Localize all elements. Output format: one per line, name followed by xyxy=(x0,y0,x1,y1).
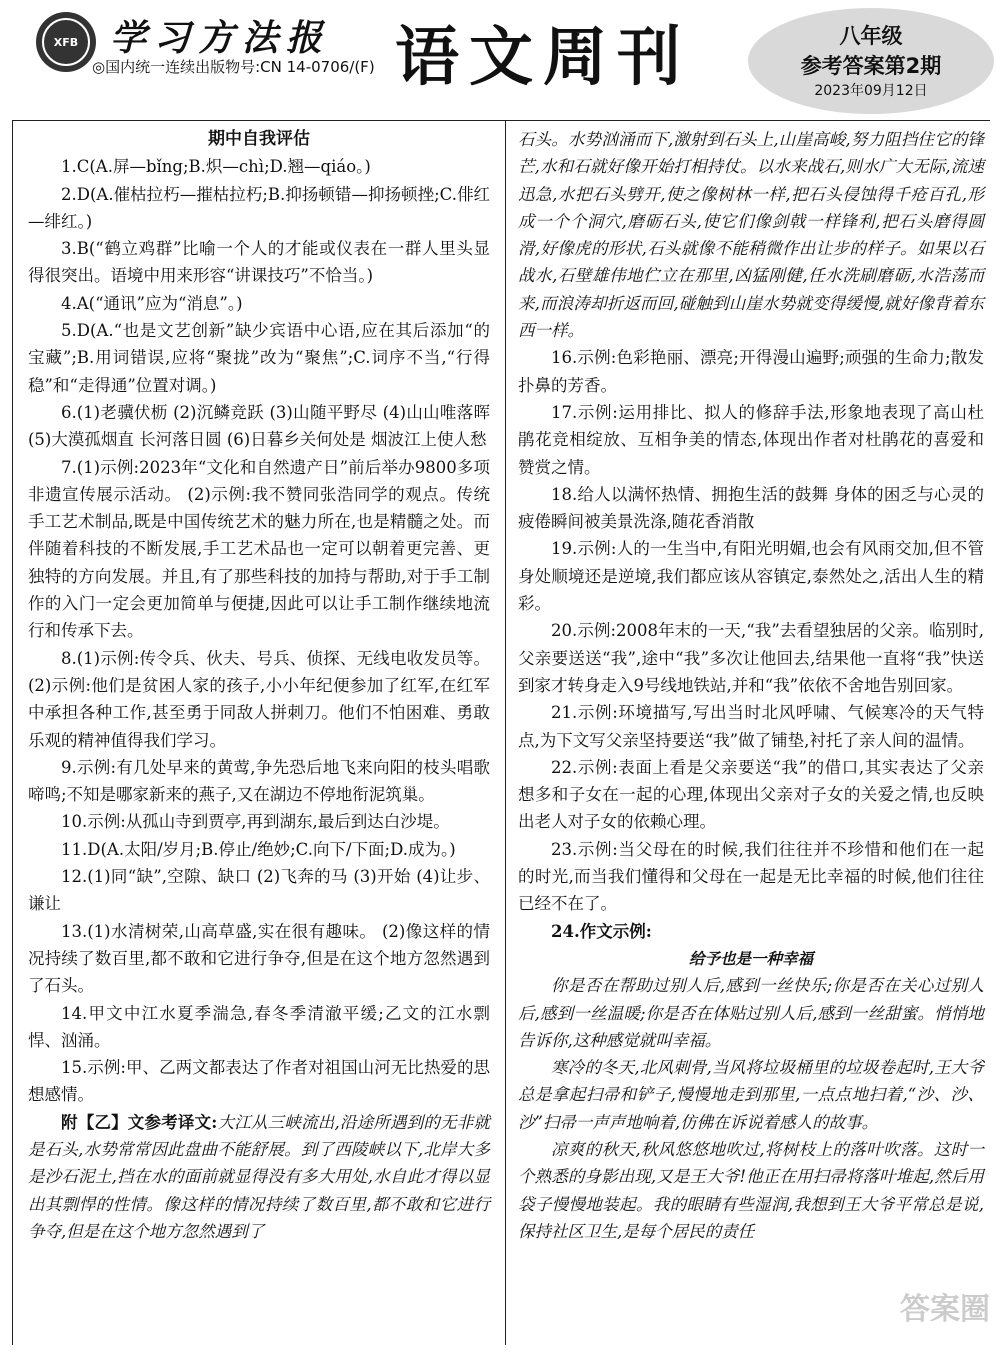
essay-title: 给予也是一种幸福 xyxy=(688,948,813,968)
answer-item: 23.示例:当父母在的时候,我们往往并不珍惜和他们在一起的时光,而当我们懂得和父母在一起是无比幸福的时候,他们往往已经不在了。 xyxy=(518,839,984,914)
issue-label: 参考答案第2期 xyxy=(800,54,942,78)
issue-info-badge xyxy=(748,8,994,114)
essay-paragraph: 你是否在帮助过别人后,感到一丝快乐;你是否在关心过别人后,感到一丝温暖;你是否在体贴过别人后,感到一丝甜蜜。悄悄地告诉你,这种感觉就叫幸福。 xyxy=(518,976,984,1050)
answer-item: 22.示例:表面上看是父亲要送“我”的借口,其实表达了父亲想多和子女在一起的心理,体现出父亲对子女的关爱之情,也反映出老人对子女的依赖心理。 xyxy=(518,757,984,832)
newspaper-name: 学习方法报 xyxy=(110,17,331,59)
weekly-title: 语文周刊 xyxy=(395,21,691,95)
answer-item: 6.(1)老骥伏枥 (2)沉鳞竞跃 (3)山随平野尽 (4)山山唯落晖 (5)大漠孤烟直 长河落日圆 (6)日暮乡关何处是 烟波江上使人愁 xyxy=(28,402,490,450)
appendix-label: 附【乙】文参考译文: xyxy=(61,1112,218,1132)
masthead xyxy=(0,0,1000,112)
q24-label: 24.作文示例: xyxy=(551,921,652,941)
logo-emblem-icon: XFB xyxy=(42,18,90,66)
right-column xyxy=(518,126,984,1245)
column-divider xyxy=(505,120,506,1345)
answer-item: 15.示例:甲、乙两文都表达了作者对祖国山河无比热爱的思想感情。 xyxy=(28,1058,490,1105)
answer-item: 21.示例:环境描写,写出当时北风呼啸、气候寒冷的天气特点,为下文写父亲坚持要送“我”做了铺垫,衬托了亲人间的温情。 xyxy=(518,703,984,750)
answer-item: 12.(1)同“缺”,空隙、缺口 (2)飞奔的马 (3)开始 (4)让步、谦让 xyxy=(28,867,490,914)
answer-item: 4.A(“通讯”应为“消息”。) xyxy=(61,293,243,313)
answer-item: 1.C(A.屏—bǐng;B.炽—chì;D.翘—qiáo。) xyxy=(61,157,371,177)
answer-item: 20.示例:2008年末的一天,“我”去看望独居的父亲。临别时,父亲要送送“我”,途中“我”多次让他回去,结果他一直将“我”快送到家才转身走入9号线地铁站,并和“我”依依不舍地告别回家。 xyxy=(518,621,984,695)
answer-item: 7.(1)示例:2023年“文化和自然遗产日”前后举办9800多项非遗宣传展示活动。 (2)示例:我不赞同张浩同学的观点。传统手工艺术制品,既是中国传统艺术的魅力所在,也是精髓之处。而伴随着科技的不断发展,手工艺术品也一定可以朝着更完善、更独特的方向发展。并且,有了那些科技的加持与帮助,对于手工制作的入门一定会更加简单与便捷,因此可以让手工制作继续地流行和传承下去。 xyxy=(28,457,490,641)
answer-item: 8.(1)示例:传令兵、伙夫、号兵、侦探、无线电收发员等。 (2)示例:他们是贫困人家的孩子,小小年纪便参加了红军,在红军中承担各种工作,甚至勇于同敌人拼刺刀。他们不怕困难、勇敢乐观的精神值得我们学习。 xyxy=(28,648,490,750)
answer-item: 19.示例:人的一生当中,有阳光明媚,也会有风雨交加,但不管身处顺境还是逆境,我们都应该从容镇定,泰然处之,活出人生的精彩。 xyxy=(518,539,984,614)
issn-number: ◎国内统一连续出版物号:CN 14-0706/(F) xyxy=(92,58,375,76)
answer-item: 5.D(A.“也是文艺创新”缺少宾语中心语,应在其后添加“的宝藏”;B.用词错误,应将“聚拢”改为“聚焦”;C.词序不当,“行得稳”和“走得通”位置对调。) xyxy=(28,321,490,395)
issue-date: 2023年09月12日 xyxy=(814,83,928,99)
appendix-translation xyxy=(28,1109,490,1245)
answer-item: 16.示例:色彩艳丽、漂亮;开得漫山遍野;顽强的生命力;散发扑鼻的芳香。 xyxy=(518,348,984,395)
answer-item: 18.给人以满怀热情、拥抱生活的鼓舞 身体的困乏与心灵的疲倦瞬间被美景洗涤,随花香消散 xyxy=(518,484,984,532)
newspaper-logo xyxy=(36,12,96,72)
watermark: 答案圈 xyxy=(900,1291,990,1327)
answer-item: 17.示例:运用排比、拟人的修辞手法,形象地表现了高山杜鹃花竞相绽放、互相争美的情态,体现出作者对杜鹃花的喜爱和赞赏之情。 xyxy=(518,402,984,477)
essay-paragraph: 寒冷的冬天,北风刺骨,当风将垃圾桶里的垃圾卷起时,王大爷总是拿起扫帚和铲子,慢慢地走到那里,一点点地扫着,“沙、沙、沙”扫帚一声声地响着,仿佛在诉说着感人的故事。 xyxy=(518,1058,984,1132)
essay-paragraph: 凉爽的秋天,秋风悠悠地吹过,将树枝上的落叶吹落。这时一个熟悉的身影出现,又是王大爷!他正在用扫帚将落叶堆起,然后用袋子慢慢地装起。我的眼睛有些湿润,我想到王大爷平常总是说,保持社区卫生,是每个居民的责任 xyxy=(518,1139,984,1241)
appendix-text: 大江从三峡流出,沿途所遇到的无非就是石头,水势常常因此盘曲不能舒展。到了西陵峡以下,北岸大多是沙石泥土,挡在水的面前就显得没有多大用处,水自此才得以显出其剽悍的性情。像这样的情况持续了数百里,都不敢和它进行争夺,但是在这个地方忽然遇到了 xyxy=(28,1112,491,1241)
answer-item: 2.D(A.催枯拉朽—摧枯拉朽;B.抑扬顿错—抑扬顿挫;C.俳红—绯红。) xyxy=(28,184,490,231)
answer-item: 10.示例:从孤山寺到贾亭,再到湖东,最后到达白沙堤。 xyxy=(61,812,450,832)
section-title: 期中自我评估 xyxy=(208,129,310,149)
grade-label: 八年级 xyxy=(839,24,903,48)
translation-continued: 石头。水势汹涌而下,激射到石头上,山崖高峻,努力阻挡住它的锋芒,水和石就好像开始打相持仗。以水来战石,则水广大无际,流速迅急,水把石头劈开,使之像树林一样,把石头侵蚀得千疮百孔,形成一个个洞穴,磨砺石头,使它们像剑戟一样锋利,把石头磨得圆滑,好像虎的形状,石头就像不能稍微作出让步的样子。如果以石战水,石壁雄伟地伫立在那里,凶猛刚健,任水洗刷磨砺,水浩荡而来,而浪涛却折返而回,碰触到山崖水势就变得缓慢,就好像背着东西一样。 xyxy=(518,130,984,341)
answer-item: 3.B(“鹤立鸡群”比喻一个人的才能或仪表在一群人里头显得很突出。语境中用来形容“讲课技巧”不恰当。) xyxy=(28,239,490,286)
left-column xyxy=(28,126,490,1245)
answer-item: 11.D(A.太阳/岁月;B.停止/绝妙;C.向下/下面;D.成为。) xyxy=(61,839,456,859)
answer-item: 14.甲文中江水夏季湍急,春冬季清澈平缓;乙文的江水剽悍、汹涌。 xyxy=(28,1003,490,1050)
answer-item: 9.示例:有几处早来的黄莺,争先恐后地飞来向阳的枝头唱歌啼鸣;不知是哪家新来的燕子,又在湖边不停地衔泥筑巢。 xyxy=(28,757,490,805)
answer-item: 13.(1)水清树荣,山高草盛,实在很有趣味。 (2)像这样的情况持续了数百里,都不敢和它进行争夺,但是在这个地方忽然遇到了石头。 xyxy=(28,921,490,996)
